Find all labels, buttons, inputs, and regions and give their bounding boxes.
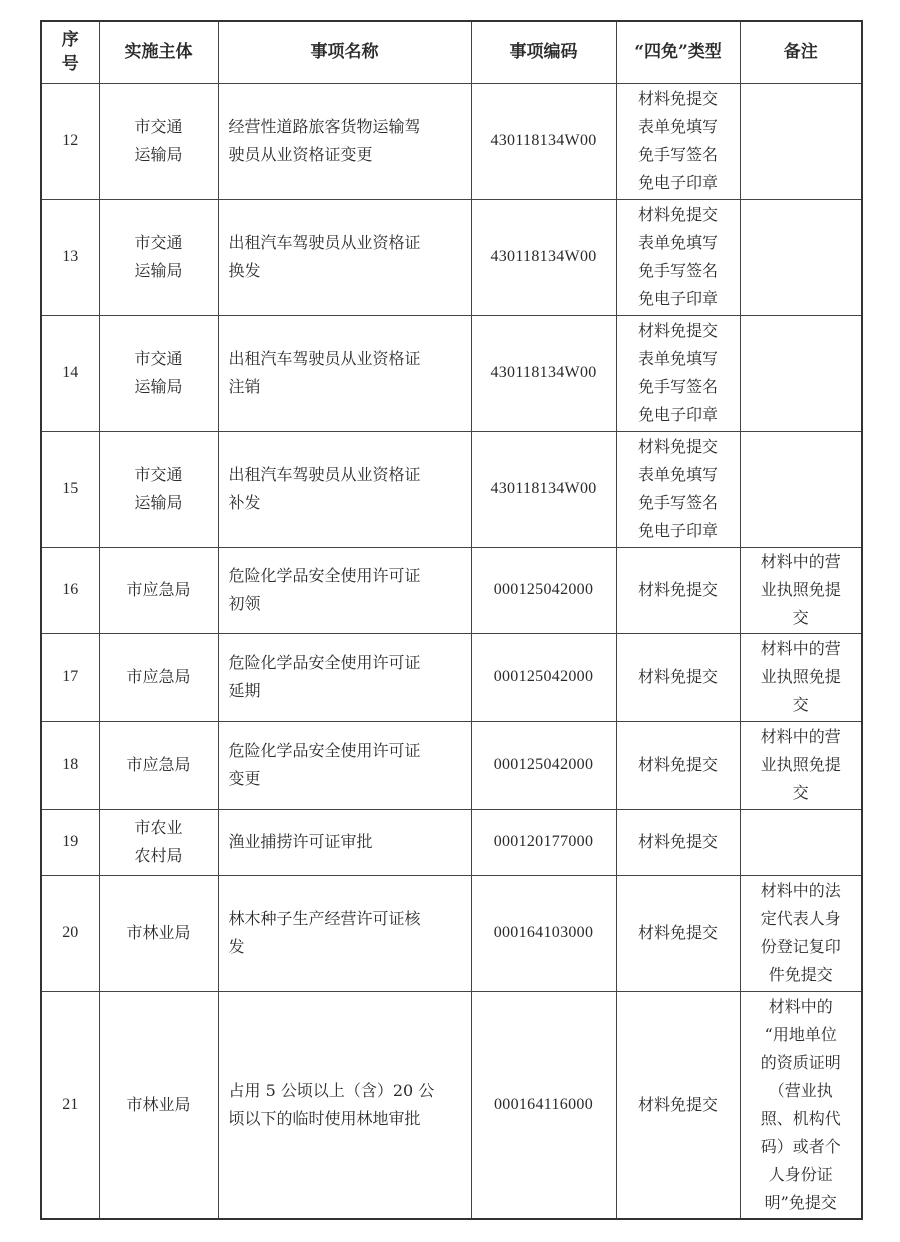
- note-cell: [740, 199, 862, 315]
- exemption-type-cell: [616, 431, 740, 547]
- exemption-type-line: 免手写签名: [637, 493, 718, 512]
- exemption-type-cell: [616, 809, 740, 875]
- note-line: 定代表人身: [760, 909, 841, 928]
- note-line: 的资质证明: [760, 1052, 841, 1072]
- note-line: 交: [792, 695, 809, 714]
- implementing-entity-line: 市交通: [134, 349, 183, 368]
- implementing-entity-line: 市交通: [134, 117, 183, 136]
- item-name-cell: [218, 431, 471, 547]
- header-row: [41, 21, 862, 83]
- implementing-entity-line: 运输局: [134, 145, 183, 164]
- exemption-type-line: 材料免提交: [637, 205, 718, 224]
- row-number-text: 14: [62, 364, 79, 381]
- implementing-entity-cell: [99, 875, 218, 991]
- exemption-type-line: 材料免提交: [637, 832, 718, 851]
- item-code-cell: [471, 721, 616, 809]
- note-cell: [740, 547, 862, 633]
- note-line: 照、机构代: [760, 1108, 841, 1128]
- exemption-type-cell: [616, 315, 740, 431]
- item-code-cell: [471, 875, 616, 991]
- item-code-text: 430118134W00: [490, 132, 597, 149]
- note-line: 材料中的法: [760, 881, 841, 900]
- item-code-text: 000164116000: [493, 1095, 593, 1113]
- table-row: [41, 633, 862, 721]
- exemption-type-line: 材料免提交: [637, 580, 718, 599]
- exemption-type-line: 材料免提交: [637, 89, 718, 108]
- table-row: [41, 991, 862, 1219]
- note-cell: [740, 431, 862, 547]
- note-line: 材料中的营: [760, 727, 841, 746]
- item-name-line: 渔业捕捞许可证审批: [228, 832, 373, 851]
- item-name-line: 出租汽车驾驶员从业资格证: [228, 233, 421, 252]
- header-note: 备注: [740, 21, 862, 83]
- item-code-cell: [471, 547, 616, 633]
- item-code-cell: [471, 991, 616, 1219]
- exemption-type-cell: [616, 199, 740, 315]
- table-row: [41, 809, 862, 875]
- implementing-entity-cell: [99, 633, 218, 721]
- note-line: 业执照免提: [760, 667, 841, 686]
- item-name-line: 经营性道路旅客货物运输驾: [228, 117, 421, 136]
- item-name-cell: [218, 83, 471, 199]
- exemption-type-line: 免手写签名: [637, 377, 718, 396]
- note-line: 材料中的: [768, 996, 833, 1016]
- note-line: 业执照免提: [760, 580, 841, 599]
- header-entity: 实施主体: [99, 21, 218, 83]
- exemption-type-line: 免电子印章: [637, 173, 718, 192]
- item-code-text: 000164103000: [493, 924, 594, 941]
- row-number-cell: [41, 721, 99, 809]
- row-number-cell: [41, 547, 99, 633]
- row-number-text: 15: [62, 480, 79, 497]
- implementing-entity-line: 市林业局: [126, 1094, 191, 1114]
- exemption-type-cell: [616, 633, 740, 721]
- item-code-cell: [471, 431, 616, 547]
- item-code-text: 000125042000: [493, 668, 594, 685]
- exemption-type-line: 免电子印章: [637, 289, 718, 308]
- row-number-text: 18: [62, 756, 79, 773]
- item-name-line: 初领: [228, 594, 261, 613]
- item-code-text: 000125042000: [493, 581, 594, 598]
- table-row: [41, 315, 862, 431]
- item-code-cell: [471, 809, 616, 875]
- implementing-entity-cell: [99, 199, 218, 315]
- implementing-entity-cell: [99, 809, 218, 875]
- exemption-type-line: 材料免提交: [637, 321, 718, 340]
- note-line: 材料中的营: [760, 639, 841, 658]
- note-line: 明”免提交: [764, 1192, 837, 1212]
- row-number-cell: [41, 809, 99, 875]
- row-number-cell: [41, 633, 99, 721]
- item-name-line: 驶员从业资格证变更: [228, 145, 373, 164]
- implementing-entity-line: 运输局: [134, 493, 183, 512]
- table-row: [41, 547, 862, 633]
- row-number-cell: [41, 431, 99, 547]
- item-code-text: 000120177000: [493, 833, 594, 850]
- item-name-line: 发: [228, 937, 245, 956]
- item-name-line: 占用 5 公顷以上（含）20 公: [228, 1080, 435, 1100]
- exemption-type-line: 材料免提交: [637, 437, 718, 456]
- item-name-cell: [218, 199, 471, 315]
- implementing-entity-cell: [99, 83, 218, 199]
- exemption-type-line: 免手写签名: [637, 261, 718, 280]
- row-number-cell: [41, 83, 99, 199]
- table-row: [41, 83, 862, 199]
- note-cell: [740, 633, 862, 721]
- exemption-type-line: 免电子印章: [637, 405, 718, 424]
- note-line: 人身份证: [768, 1164, 833, 1184]
- table-row: [41, 721, 862, 809]
- item-code-cell: [471, 633, 616, 721]
- note-cell: [740, 83, 862, 199]
- item-code-text: 000125042000: [493, 756, 594, 773]
- item-name-line: 补发: [228, 493, 261, 512]
- item-code-text: 430118134W00: [490, 364, 597, 381]
- implementing-entity-line: 市应急局: [126, 580, 191, 599]
- implementing-entity-line: 农村局: [134, 846, 183, 865]
- exemption-type-line: 材料免提交: [637, 755, 718, 774]
- item-name-line: 延期: [228, 681, 261, 700]
- row-number-text: 12: [62, 132, 79, 149]
- item-name-cell: [218, 721, 471, 809]
- row-number-text: 17: [62, 668, 79, 685]
- implementing-entity-line: 市交通: [134, 465, 183, 484]
- implementing-entity-cell: [99, 315, 218, 431]
- note-line: 交: [792, 608, 809, 627]
- exemption-type-line: 材料免提交: [637, 923, 718, 942]
- exemption-type-cell: [616, 547, 740, 633]
- item-name-line: 出租汽车驾驶员从业资格证: [228, 349, 421, 368]
- item-name-line: 出租汽车驾驶员从业资格证: [228, 465, 421, 484]
- exemption-type-line: 表单免填写: [637, 349, 718, 368]
- row-number-text: 19: [62, 833, 79, 850]
- item-code-cell: [471, 83, 616, 199]
- item-code-cell: [471, 199, 616, 315]
- item-code-text: 430118134W00: [490, 248, 597, 265]
- row-number-text: 21: [62, 1095, 79, 1113]
- row-number-text: 13: [62, 248, 79, 265]
- exemption-type-line: 表单免填写: [637, 465, 718, 484]
- item-name-line: 危险化学品安全使用许可证: [228, 741, 421, 760]
- row-number-cell: [41, 991, 99, 1219]
- item-name-line: 林木种子生产经营许可证核: [228, 909, 421, 928]
- table-row: [41, 431, 862, 547]
- item-name-line: 变更: [228, 769, 261, 788]
- exemption-type-line: 免手写签名: [637, 145, 718, 164]
- implementing-entity-line: 市应急局: [126, 755, 191, 774]
- note-cell: [740, 991, 862, 1219]
- note-line: 业执照免提: [760, 755, 841, 774]
- implementing-entity-cell: [99, 721, 218, 809]
- item-name-line: 换发: [228, 261, 261, 280]
- exemption-type-line: 免电子印章: [637, 521, 718, 540]
- implementing-entity-cell: [99, 431, 218, 547]
- implementing-entity-line: 市交通: [134, 233, 183, 252]
- note-line: 材料中的营: [760, 552, 841, 571]
- service-items-table: [40, 20, 863, 1220]
- note-line: 码）或者个: [760, 1136, 841, 1156]
- item-name-cell: [218, 809, 471, 875]
- implementing-entity-cell: [99, 991, 218, 1219]
- exemption-type-line: 材料免提交: [637, 1094, 718, 1114]
- header-no: 序号: [41, 21, 99, 83]
- note-line: 交: [792, 783, 809, 802]
- exemption-type-cell: [616, 721, 740, 809]
- note-cell: [740, 809, 862, 875]
- item-code-text: 430118134W00: [490, 480, 597, 497]
- row-number-cell: [41, 199, 99, 315]
- exemption-type-line: 表单免填写: [637, 233, 718, 252]
- note-line: 份登记复印: [760, 937, 841, 956]
- item-code-cell: [471, 315, 616, 431]
- exemption-type-cell: [616, 83, 740, 199]
- note-cell: [740, 875, 862, 991]
- row-number-text: 20: [62, 924, 79, 941]
- item-name-cell: [218, 991, 471, 1219]
- item-name-cell: [218, 315, 471, 431]
- implementing-entity-line: 市农业: [134, 818, 183, 837]
- item-name-cell: [218, 547, 471, 633]
- implementing-entity-cell: [99, 547, 218, 633]
- item-name-cell: [218, 633, 471, 721]
- header-item-code: 事项编码: [471, 21, 616, 83]
- item-name-line: 注销: [228, 377, 261, 396]
- table-row: [41, 875, 862, 991]
- implementing-entity-line: 运输局: [134, 261, 183, 280]
- implementing-entity-line: 市应急局: [126, 667, 191, 686]
- row-number-cell: [41, 875, 99, 991]
- note-line: “用地单位: [764, 1024, 837, 1044]
- row-number-text: 16: [62, 581, 79, 598]
- note-cell: [740, 315, 862, 431]
- exemption-type-cell: [616, 875, 740, 991]
- item-name-cell: [218, 875, 471, 991]
- exemption-type-line: 材料免提交: [637, 667, 718, 686]
- note-line: 件免提交: [768, 965, 833, 984]
- header-item-name: 事项名称: [218, 21, 471, 83]
- item-name-line: 危险化学品安全使用许可证: [228, 653, 421, 672]
- implementing-entity-line: 市林业局: [126, 923, 191, 942]
- table-row: [41, 199, 862, 315]
- row-number-cell: [41, 315, 99, 431]
- implementing-entity-line: 运输局: [134, 377, 183, 396]
- item-name-line: 危险化学品安全使用许可证: [228, 566, 421, 585]
- exemption-type-line: 表单免填写: [637, 117, 718, 136]
- note-cell: [740, 721, 862, 809]
- header-exemption-type: “四免”类型: [616, 21, 740, 83]
- item-name-line: 顷以下的临时使用林地审批: [228, 1108, 421, 1128]
- note-line: （营业执: [768, 1080, 833, 1100]
- exemption-type-cell: [616, 991, 740, 1219]
